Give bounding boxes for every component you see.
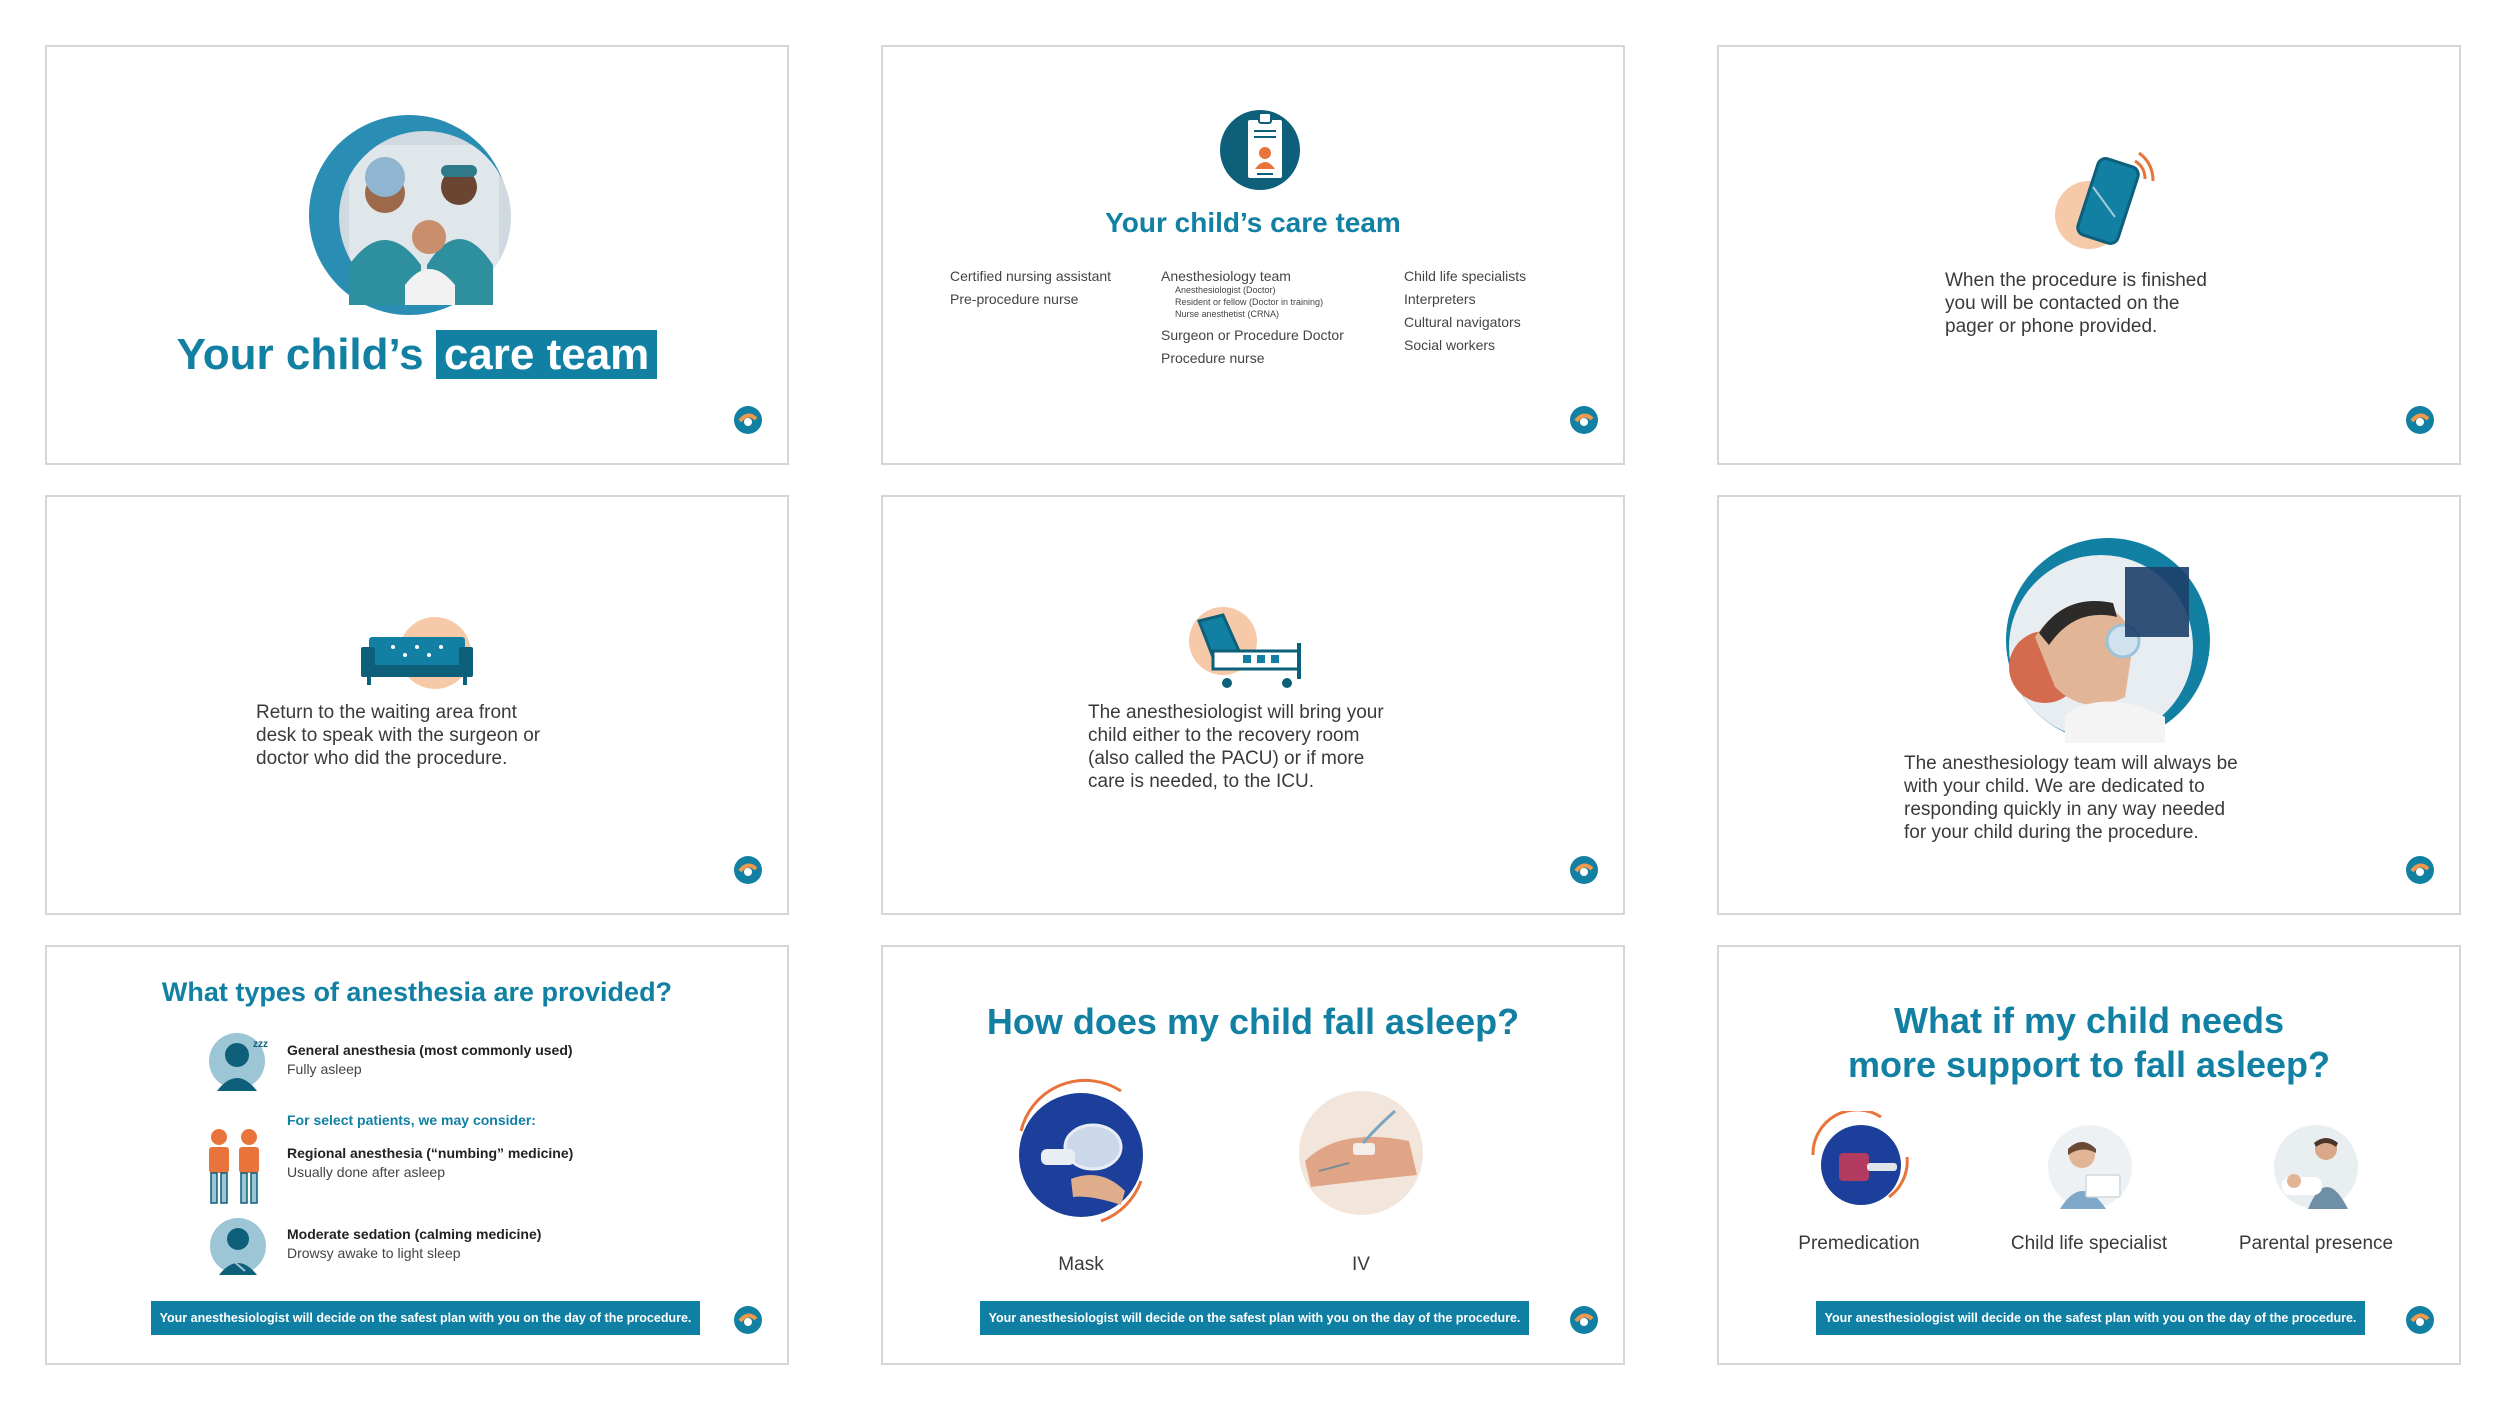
hospital-logo-icon bbox=[733, 1305, 763, 1335]
hospital-logo-icon bbox=[1569, 405, 1599, 435]
iv-photo bbox=[1299, 1091, 1423, 1215]
child-life-specialist-photo bbox=[2048, 1125, 2132, 1209]
team-member: Certified nursing assistant bbox=[950, 268, 1112, 284]
option-title: Moderate sedation (calming medicine) bbox=[287, 1226, 542, 1242]
text-line: The anesthesiologist will bring your bbox=[1088, 702, 1384, 723]
option-description: Drowsy awake to light sleep bbox=[287, 1245, 461, 1261]
support-label-child-life: Child life specialist bbox=[2010, 1233, 2168, 1254]
option-title: Regional anesthesia (“numbing” medicine) bbox=[287, 1145, 574, 1161]
slide-text bbox=[1945, 269, 2207, 338]
slide-text bbox=[256, 701, 540, 770]
slide-text bbox=[1088, 701, 1384, 793]
slide-anesthesia-types[interactable] bbox=[45, 945, 789, 1365]
anesthesia-option-sedation bbox=[287, 1225, 541, 1263]
support-label-premedication: Premedication bbox=[1798, 1233, 1920, 1254]
team-subrole: Anesthesiologist (Doctor) bbox=[1175, 285, 1276, 295]
anesthesia-option-regional bbox=[287, 1144, 573, 1182]
care-team-column-1 bbox=[950, 265, 1111, 311]
text-line: care is needed, to the ICU. bbox=[1088, 771, 1315, 792]
slide-title bbox=[1719, 999, 2459, 1087]
svg-text:zzz: zzz bbox=[253, 1039, 268, 1050]
text-line: pager or phone provided. bbox=[1945, 316, 2158, 337]
team-member: Social workers bbox=[1404, 337, 1496, 353]
hospital-logo-icon bbox=[1569, 1305, 1599, 1335]
team-member: Procedure nurse bbox=[1161, 350, 1265, 366]
support-label-parental: Parental presence bbox=[2238, 1233, 2394, 1254]
parental-presence-photo bbox=[2274, 1125, 2358, 1209]
hospital-logo-icon bbox=[2405, 855, 2435, 885]
method-label-mask: Mask bbox=[1058, 1254, 1104, 1275]
ringing-phone-icon bbox=[2049, 147, 2159, 257]
text-line: responding quickly in any way needed bbox=[1904, 799, 2226, 820]
slide-recovery-room[interactable] bbox=[881, 495, 1625, 915]
plan-decision-banner: Your anesthesiologist will decide on the safest plan with you on the day of the procedure. bbox=[151, 1301, 700, 1335]
slide-title: How does my child fall asleep? bbox=[986, 1001, 1520, 1042]
team-group-heading: Anesthesiology team bbox=[1161, 268, 1291, 284]
mask-photo bbox=[1001, 1071, 1161, 1231]
title-part-a: Your child’s bbox=[176, 330, 424, 379]
slide-title: Your child’s care team bbox=[1105, 207, 1401, 238]
hospital-logo-icon bbox=[1569, 855, 1599, 885]
team-member: Surgeon or Procedure Doctor bbox=[1161, 327, 1344, 343]
plan-decision-banner: Your anesthesiologist will decide on the safest plan with you on the day of the procedure. bbox=[1816, 1301, 2365, 1335]
text-line: doctor who did the procedure. bbox=[256, 748, 508, 769]
hospital-logo-icon bbox=[733, 855, 763, 885]
slide-more-support[interactable] bbox=[1717, 945, 2461, 1365]
team-member: Pre-procedure nurse bbox=[950, 291, 1079, 307]
title-line: more support to fall asleep? bbox=[1847, 1044, 2331, 1085]
care-team-column-3 bbox=[1404, 265, 1526, 357]
anesthesia-option-general bbox=[287, 1041, 573, 1079]
couch-icon bbox=[357, 615, 477, 693]
text-line: child either to the recovery room bbox=[1088, 725, 1360, 746]
slide-fall-asleep-methods[interactable] bbox=[881, 945, 1625, 1365]
option-description: Usually done after asleep bbox=[287, 1164, 445, 1180]
text-line: Return to the waiting area front bbox=[256, 702, 517, 723]
calm-person-icon bbox=[207, 1215, 269, 1277]
slide-care-team-list[interactable] bbox=[881, 45, 1625, 465]
slide-team-always-present[interactable] bbox=[1717, 495, 2461, 915]
slide-waiting-area[interactable] bbox=[45, 495, 789, 915]
plan-decision-banner: Your anesthesiologist will decide on the safest plan with you on the day of the procedure. bbox=[980, 1301, 1529, 1335]
team-member: Child life specialists bbox=[1404, 268, 1527, 284]
team-subgroup bbox=[1175, 284, 1344, 320]
title-part-b-highlight: care team bbox=[436, 330, 657, 379]
method-label-iv: IV bbox=[1352, 1254, 1370, 1275]
team-subrole: Resident or fellow (Doctor in training) bbox=[1175, 297, 1324, 307]
text-line: desk to speak with the surgeon or bbox=[256, 725, 541, 746]
hospital-logo-icon bbox=[2405, 1305, 2435, 1335]
text-line: you will be contacted on the bbox=[1945, 293, 2180, 314]
team-subrole: Nurse anesthetist (CRNA) bbox=[1175, 309, 1280, 319]
slide-care-team-title[interactable] bbox=[45, 45, 789, 465]
text-line: with your child. We are dedicated to bbox=[1904, 776, 2205, 797]
slide-text bbox=[1904, 752, 2238, 844]
child-with-mask-photo bbox=[2005, 537, 2211, 743]
hospital-logo-icon bbox=[2405, 405, 2435, 435]
id-badge-icon bbox=[1219, 109, 1301, 191]
slide-pager-contact[interactable] bbox=[1717, 45, 2461, 465]
premedication-photo bbox=[1803, 1111, 1913, 1211]
care-team-photo bbox=[309, 115, 523, 315]
sleeping-person-icon bbox=[207, 1031, 273, 1093]
hospital-logo-icon bbox=[733, 405, 763, 435]
text-line: for your child during the procedure. bbox=[1904, 822, 2199, 843]
two-children-icon bbox=[201, 1125, 267, 1209]
text-line: The anesthesiology team will always be bbox=[1904, 753, 2238, 774]
slide-title: What types of anesthesia are provided? bbox=[161, 977, 673, 1007]
hospital-bed-icon bbox=[1183, 605, 1309, 691]
option-title: General anesthesia (most commonly used) bbox=[287, 1042, 573, 1058]
text-line: When the procedure is finished bbox=[1945, 270, 2207, 291]
slide-title bbox=[47, 327, 787, 383]
title-line: What if my child needs bbox=[1893, 1000, 2285, 1041]
option-description: Fully asleep bbox=[287, 1061, 362, 1077]
text-line: (also called the PACU) or if more bbox=[1088, 748, 1365, 769]
team-member: Cultural navigators bbox=[1404, 314, 1521, 330]
select-patients-label: For select patients, we may consider: bbox=[287, 1112, 536, 1128]
care-team-column-2 bbox=[1161, 265, 1344, 370]
team-member: Interpreters bbox=[1404, 291, 1476, 307]
